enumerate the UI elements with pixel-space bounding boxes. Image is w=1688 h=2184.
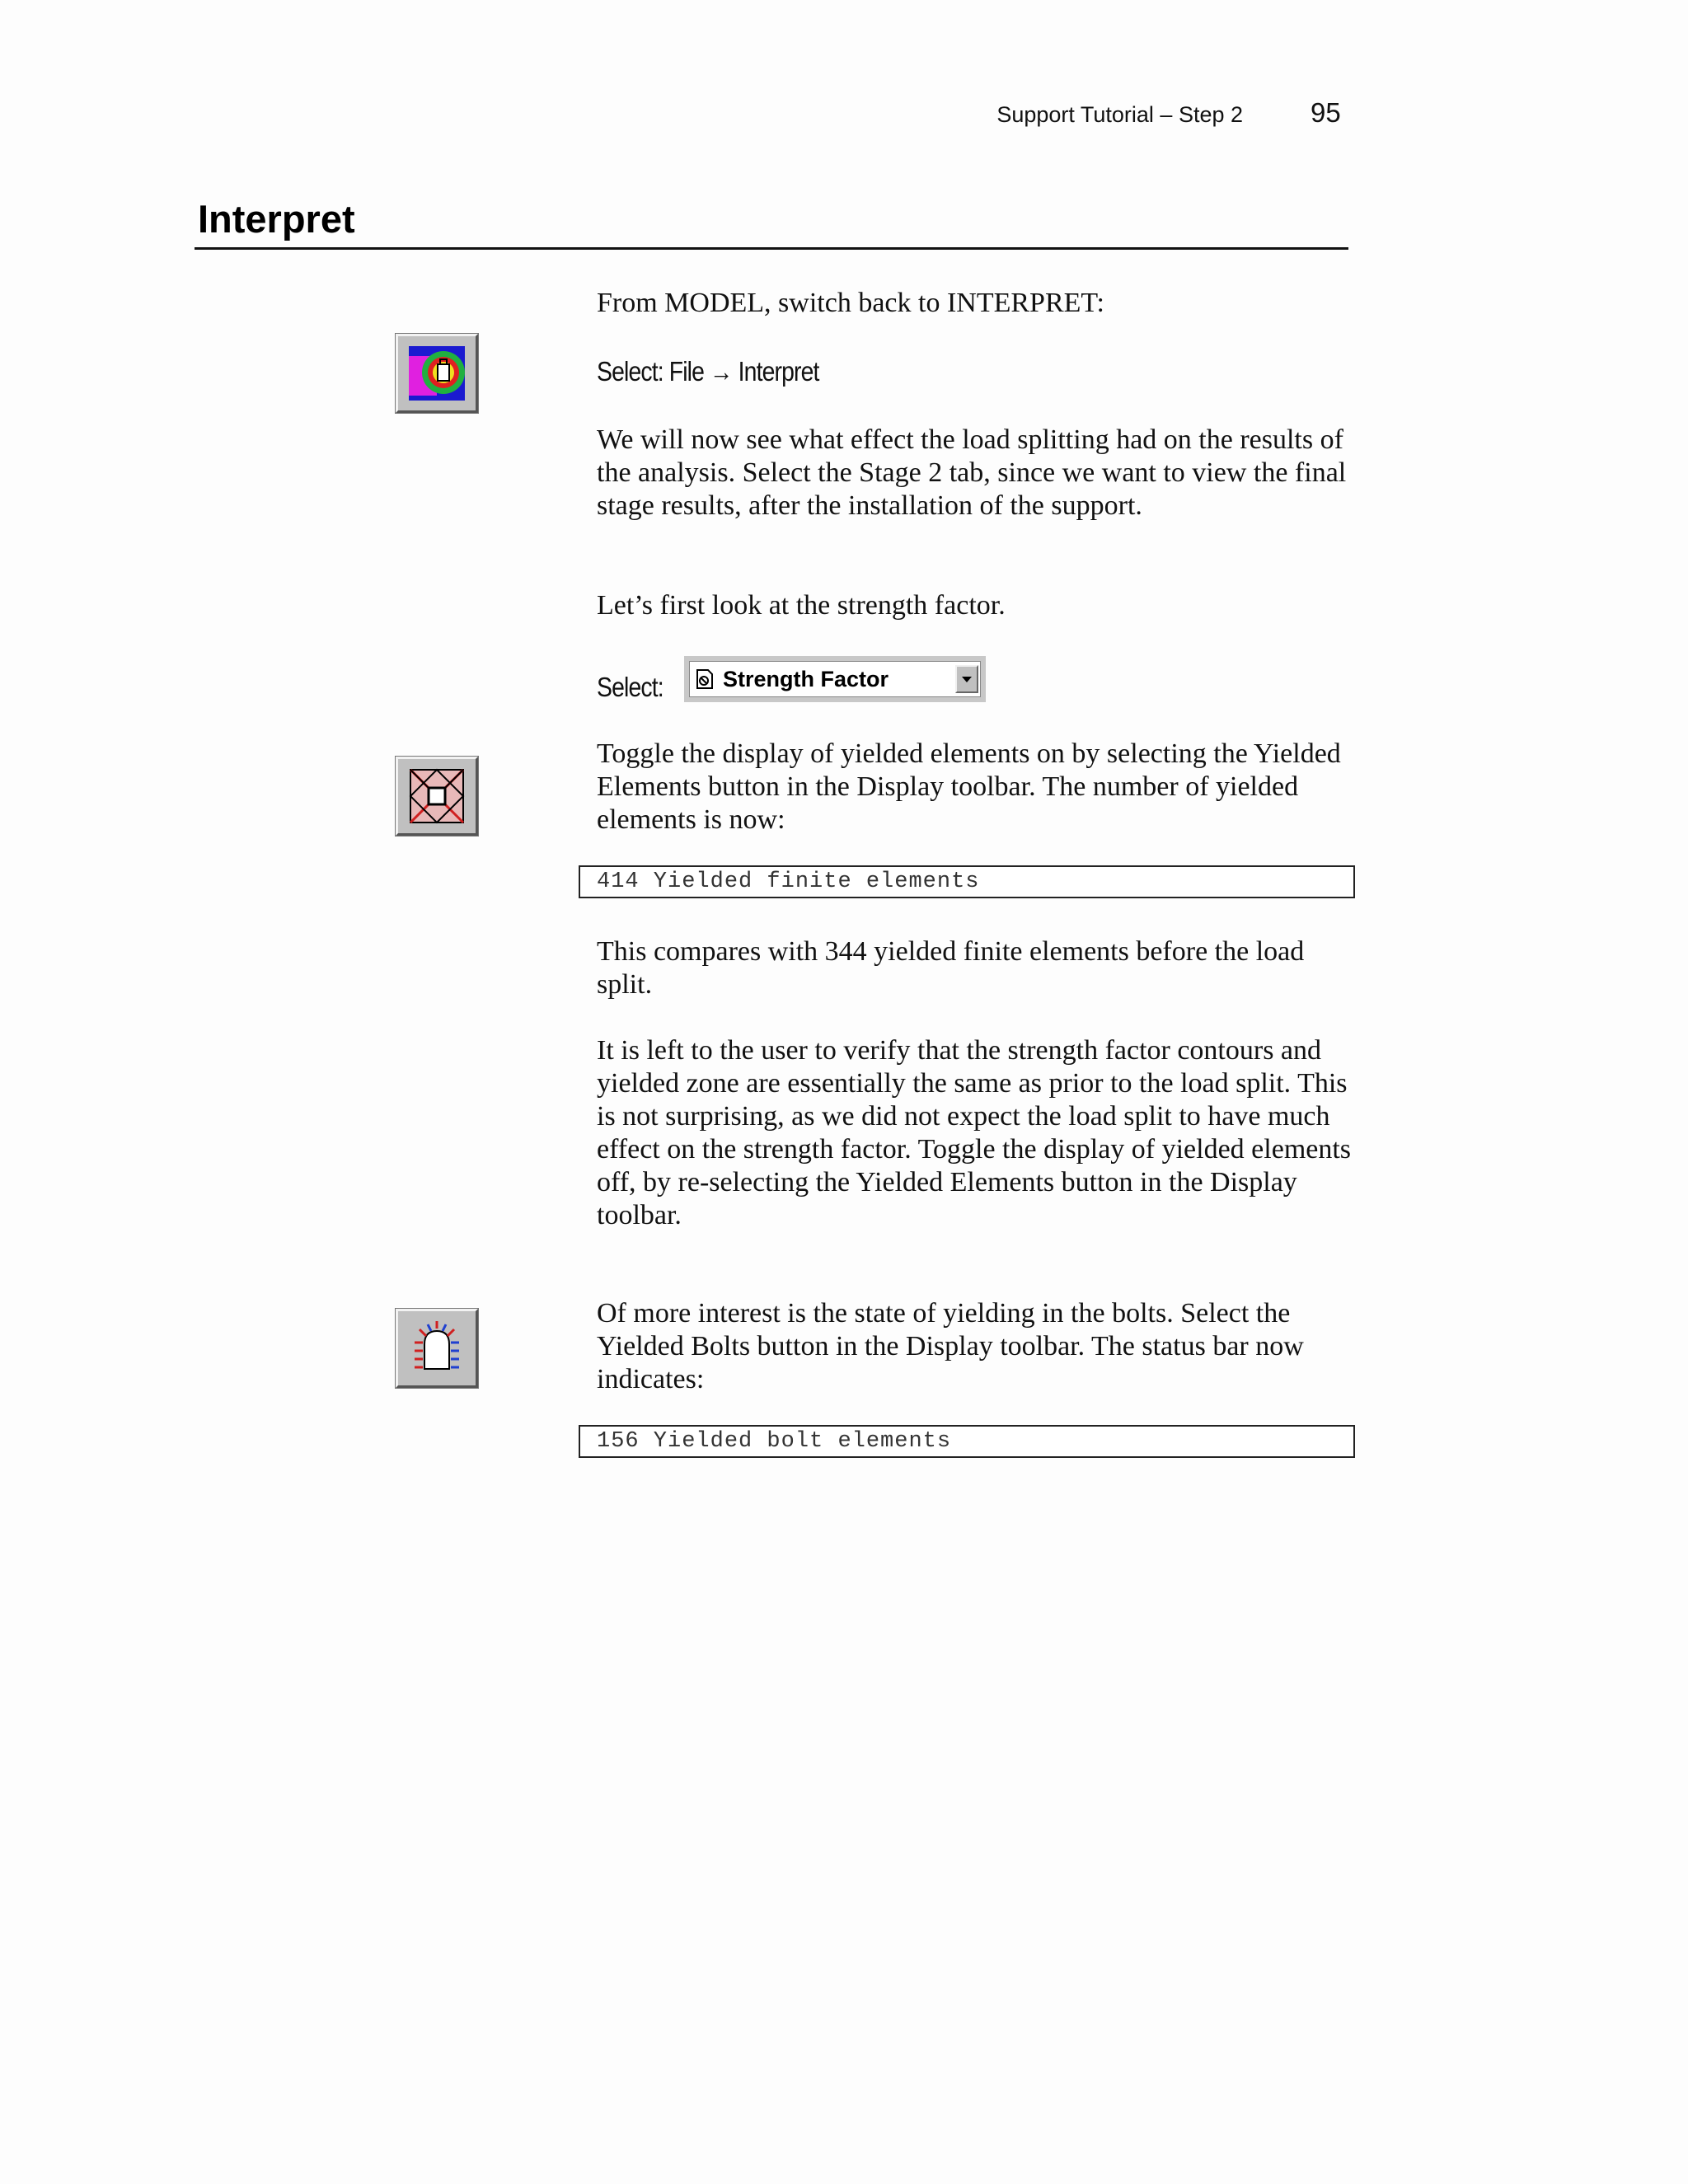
dropdown-selected-value: Strength Factor (723, 666, 889, 691)
status-yielded-finite-elements: 414 Yielded finite elements (579, 865, 1355, 898)
paragraph-verify: It is left to the user to verify that the strength factor contours and yielded zone are essentially the same as prior to the load split. This is not surprising, as we did not expect the load split to have much effect on the strength factor. Toggle the display of yielded elements off, by re-selecting the Yielded Elements button in the Display toolbar. (597, 1035, 1352, 1230)
paragraph-toggle-yielded: Toggle the display of yielded elements on by selecting the Yielded Elements button in the Display toolbar. The number of yielded elements is now: (597, 738, 1341, 835)
contour-icon (695, 668, 715, 690)
section-rule (195, 247, 1348, 250)
running-header (0, 97, 1688, 138)
interpret-icon[interactable] (396, 334, 478, 413)
paragraph-more-interest: Of more interest is the state of yielding in the bolts. Select the Yielded Bolts button in the Display toolbar. The status bar now indicates: (597, 1298, 1304, 1394)
running-title: Support Tutorial – Step 2 (996, 102, 1243, 127)
page-number: 95 (1311, 97, 1341, 128)
paragraph-compares: This compares with 344 yielded finite elements before the load split. (597, 936, 1305, 1000)
select-label: Select: (597, 672, 663, 702)
strength-factor-dropdown[interactable] (684, 656, 986, 702)
paragraph-strength-first: Let’s first look at the strength factor. (597, 590, 1006, 621)
yielded-elements-icon[interactable] (396, 757, 478, 836)
select-file-interpret: Select: File → Interpret (597, 356, 819, 387)
chevron-down-icon[interactable] (955, 665, 978, 693)
paragraph-load-splitting: We will now see what effect the load splitting had on the results of the analysis. Select the Stage 2 tab, since we want to view the final stage results, after the installation of the support. (597, 424, 1347, 521)
dropdown-field[interactable] (689, 661, 981, 697)
paragraph-from-model: From MODEL, switch back to INTERPRET: (597, 288, 1104, 318)
yielded-bolts-icon[interactable] (396, 1309, 478, 1388)
status-yielded-bolt-elements: 156 Yielded bolt elements (579, 1425, 1355, 1458)
section-title: Interpret (198, 197, 355, 241)
